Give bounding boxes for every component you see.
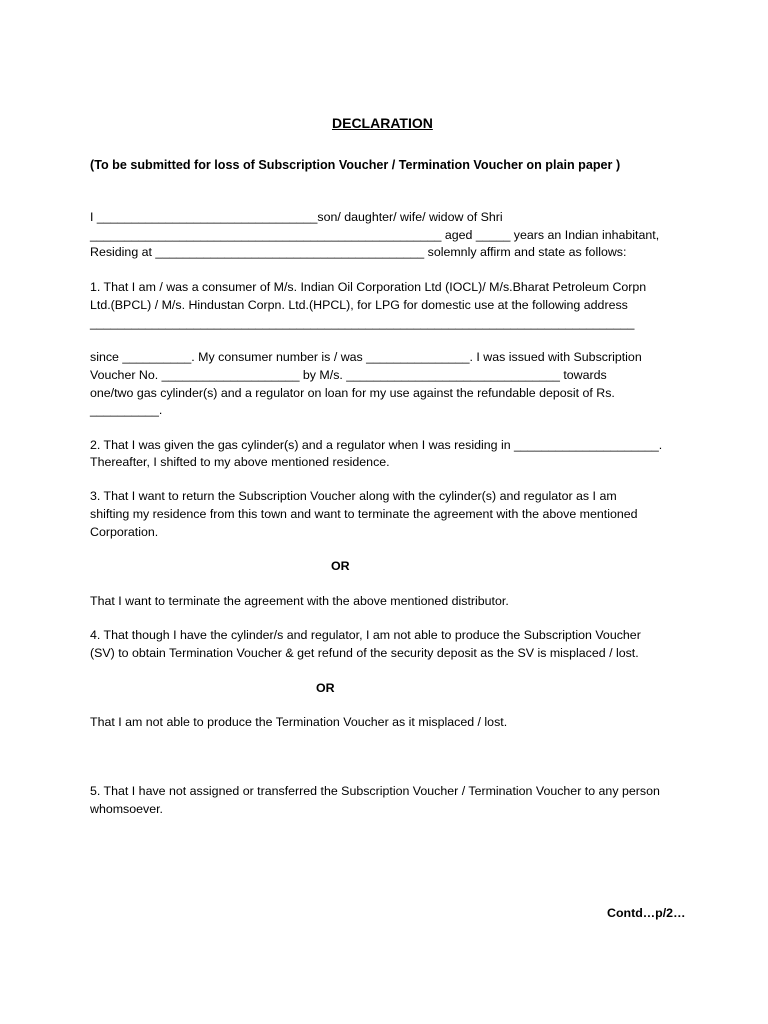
para1b-line: __________.	[90, 403, 163, 417]
page-subtitle: (To be submitted for loss of Subscription Voucher / Termination Voucher on plain paper )	[90, 158, 621, 172]
para5-line: whomsoever.	[90, 802, 164, 816]
para2-line: Thereafter, I shifted to my above mentioned residence.	[90, 455, 390, 469]
para1b-line: Voucher No. ____________________ by M/s. _______________________________ towards	[90, 368, 607, 382]
para3b-line: That I want to terminate the agreement with the above mentioned distributor.	[90, 594, 509, 608]
para1-line: 1. That I am / was a consumer of M/s. Indian Oil Corporation Ltd (IOCL)/ M/s.Bharat Petroleum Corpn	[90, 280, 647, 294]
or-separator: OR	[316, 681, 335, 695]
para3-line: shifting my residence from this town and want to terminate the agreement with the above mentioned	[90, 507, 638, 521]
intro-line: Residing at _______________________________________ solemnly affirm and state as follows:	[90, 245, 627, 259]
para3-line: Corporation.	[90, 525, 159, 539]
para5-line: 5. That I have not assigned or transferred the Subscription Voucher / Termination Voucher to any person	[90, 784, 660, 798]
page-title: DECLARATION	[332, 115, 433, 131]
para3-line: 3. That I want to return the Subscription Voucher along with the cylinder(s) and regulator as I am	[90, 489, 617, 503]
para2-line: 2. That I was given the gas cylinder(s) and a regulator when I was residing in _____________________.	[90, 438, 663, 452]
para1b-line: since __________. My consumer number is / was _______________. I was issued with Subscription	[90, 350, 642, 364]
para1-line: _______________________________________________________________________________	[90, 316, 635, 330]
para1-line: Ltd.(BPCL) / M/s. Hindustan Corpn. Ltd.(HPCL), for LPG for domestic use at the following address	[90, 298, 628, 312]
or-separator: OR	[331, 559, 350, 573]
continuation-note: Contd…p/2…	[607, 906, 686, 920]
para4b-line: That I am not able to produce the Termination Voucher as it misplaced / lost.	[90, 715, 508, 729]
intro-line: I ________________________________son/ daughter/ wife/ widow of Shri	[90, 210, 503, 224]
intro-line: ___________________________________________________ aged _____ years an Indian inhabitant,	[90, 228, 660, 242]
para4-line: (SV) to obtain Termination Voucher & get refund of the security deposit as the SV is misplaced / lost.	[90, 646, 639, 660]
para4-line: 4. That though I have the cylinder/s and regulator, I am not able to produce the Subscription Voucher	[90, 628, 641, 642]
para1b-line: one/two gas cylinder(s) and a regulator on loan for my use against the refundable deposit of Rs.	[90, 386, 615, 400]
